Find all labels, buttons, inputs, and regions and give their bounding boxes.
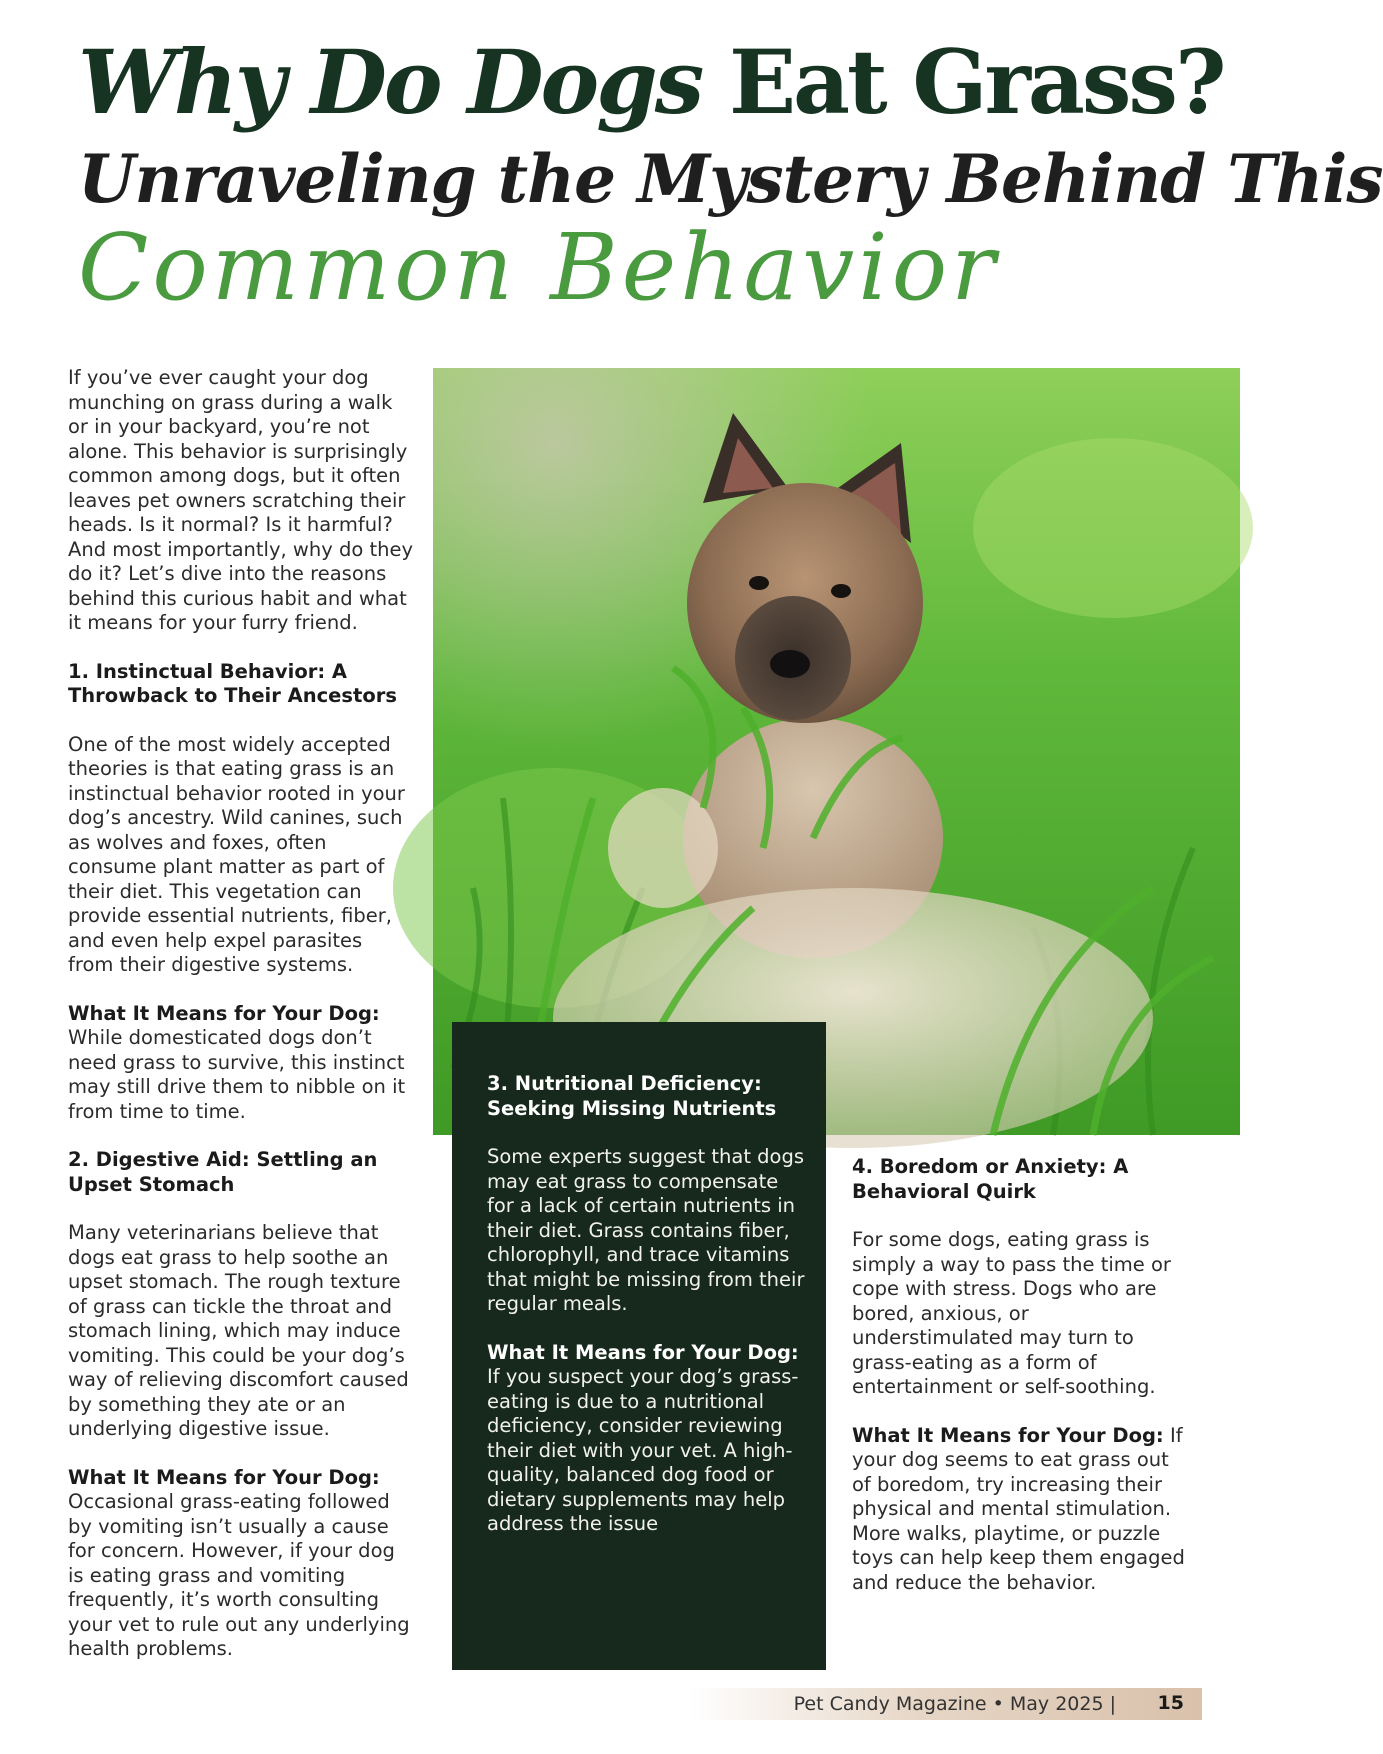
section-2-meaning-text: Occasional grass-eating followed by vomiting isn’t usually a cause for concern. However, if your dog is eating grass and vomiting frequently, it’s worth consulting your vet to rule out any underlying health problems. xyxy=(68,1490,410,1660)
section-2-meaning xyxy=(68,1466,413,1662)
meaning-label: What It Means for Your Dog: xyxy=(68,1465,380,1489)
page-footer xyxy=(690,1688,1202,1720)
column-3 xyxy=(852,1155,1192,1619)
section-2-heading: 2. Digestive Aid: Settling an Upset Stomach xyxy=(68,1148,378,1196)
column-2 xyxy=(487,1072,807,1561)
footer-publication: Pet Candy Magazine • May 2025 | xyxy=(793,1693,1116,1715)
section-4-meaning xyxy=(852,1424,1192,1596)
intro-paragraph: If you’ve ever caught your dog munching on grass during a walk or in your backyard, you’re not alone. This behavior is surprisingly common among dogs, but it often leaves pet owners scratching their heads. Is it normal? Is it harmful? And most importantly, why do they do it? Let’s dive into the reasons behind this curious habit and what it means for your furry friend. xyxy=(68,366,413,634)
article-title xyxy=(78,30,1224,134)
section-4-heading: 4. Boredom or Anxiety: A Behavioral Quirk xyxy=(852,1155,1129,1203)
meaning-label: What It Means for Your Dog: xyxy=(852,1423,1164,1447)
puppy-photo xyxy=(433,368,1240,1135)
title-part-italic: Why Do Dogs xyxy=(78,30,702,134)
section-4-body: For some dogs, eating grass is simply a way to pass the time or cope with stress. Dogs who are bored, anxious, or understimulated may turn to grass-eating as a form of entertainment or self-soothing. xyxy=(852,1228,1171,1398)
section-3-body: Some experts suggest that dogs may eat grass to compensate for a lack of certain nutrients in their diet. Grass contains fiber, chlorophyll, and trace vitamins that might be missing from their regular meals. xyxy=(487,1145,805,1315)
section-2-body: Many veterinarians believe that dogs eat grass to help soothe an upset stomach. The rough texture of grass can tickle the throat and stomach lining, which may induce vomiting. This could be your dog’s way of relieving discomfort caused by something they ate or an underlying digestive issue. xyxy=(68,1221,409,1440)
page-number: 15 xyxy=(1157,1692,1184,1714)
meaning-label: What It Means for Your Dog: xyxy=(487,1340,799,1364)
article-subtitle: Unraveling the Mystery Behind This xyxy=(78,140,1383,218)
puppy-in-grass-illustration xyxy=(433,368,1240,1135)
section-1-meaning-text: While domesticated dogs don’t need grass to survive, this instinct may still drive them to nibble on it from time to time. xyxy=(68,1026,406,1123)
section-1-heading: 1. Instinctual Behavior: A Throwback to Their Ancestors xyxy=(68,659,397,707)
meaning-label: What It Means for Your Dog: xyxy=(68,1001,380,1025)
section-3-heading: 3. Nutritional Deficiency: Seeking Missing Nutrients xyxy=(487,1072,777,1120)
section-1-meaning xyxy=(68,1002,413,1125)
column-1 xyxy=(68,366,413,1686)
section-3-meaning xyxy=(487,1341,807,1537)
article-script-subtitle: Common Behavior xyxy=(78,214,1000,321)
section-3-meaning-text: If you suspect your dog’s grass-eating is due to a nutritional deficiency, consider reviewing their diet with your vet. A high-quality, balanced dog food or dietary supplements may help address the issue xyxy=(487,1365,799,1535)
section-4-meaning-text: If your dog seems to eat grass out of boredom, try increasing their physical and mental stimulation. More walks, playtime, or puzzle toys can help keep them engaged and reduce the behavior. xyxy=(852,1423,1185,1594)
section-1-body: One of the most widely accepted theories is that eating grass is an instinctual behavior rooted in your dog’s ancestry. Wild canines, such as wolves and foxes, often consume plant matter as part of their diet. This vegetation can provide essential nutrients, fiber, and even help expel parasites from their digestive systems. xyxy=(68,732,405,976)
title-part-upright: Eat Grass? xyxy=(728,30,1224,134)
